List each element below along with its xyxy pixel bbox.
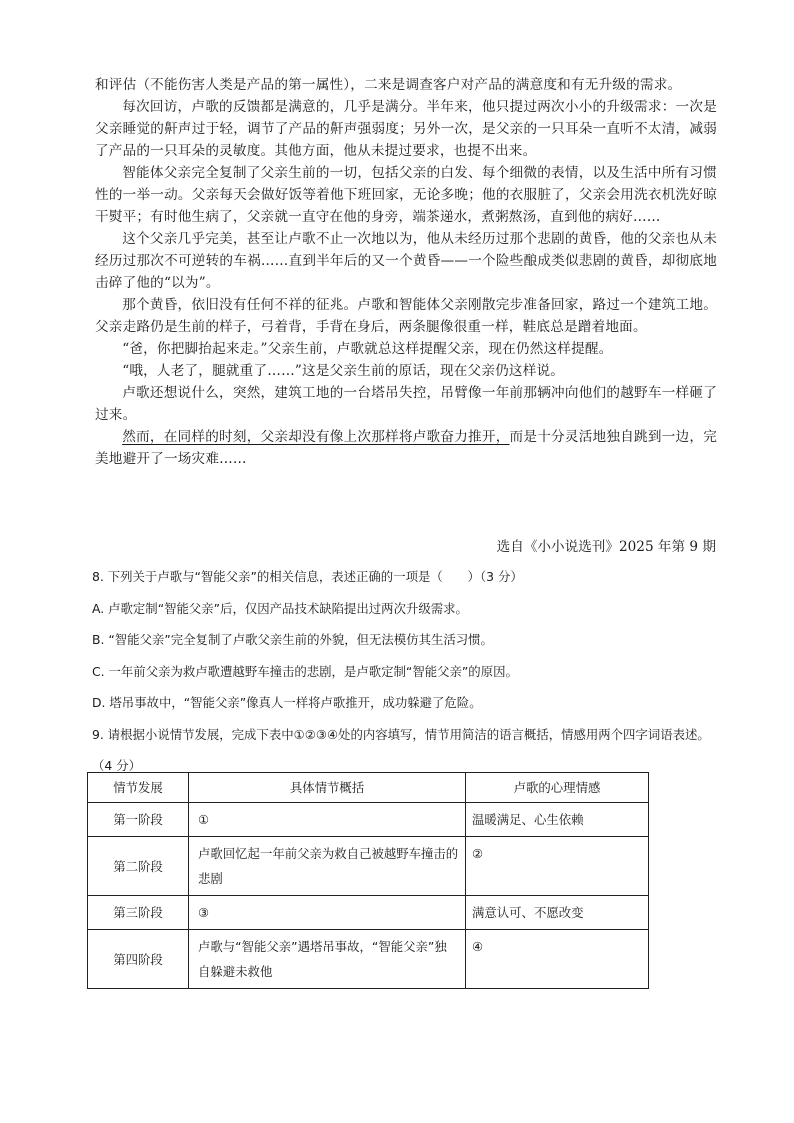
stage-cell: 第一阶段 — [88, 803, 189, 837]
story-final-rest: 而是十分灵活地独自跳到一边，完美地避开了一场灾难…… — [95, 429, 717, 467]
plot-summary-table — [87, 772, 649, 989]
emotion-cell: 满意认可、不愿改变 — [466, 896, 649, 930]
question-8-option-b: B. “智能父亲”完全复制了卢歌父亲生前的外貌，但无法模仿其生活习惯。 — [92, 632, 493, 647]
question-8-option-a: A. 卢歌定制“智能父亲”后，仅因产品技术缺陷提出过两次升级需求。 — [92, 600, 468, 616]
content-cell: ③ — [189, 896, 466, 930]
story-paragraph: 那个黄昏，依旧没有任何不祥的征兆。卢歌和智能体父亲刚散完步准备回家，路过一个建筑工地。父亲走路仍是生前的样子，弓着背，手背在身后，两条腿像很重一样，鞋底总是蹭着地面。 — [95, 297, 717, 335]
underlined-sentence: 然而，在同样的时刻，父亲却没有像上次那样将卢歌奋力推开， — [122, 429, 510, 445]
content-cell: ① — [189, 803, 466, 837]
questions-section — [92, 561, 714, 782]
question-8-option-d: D. 塔吊事故中，“智能父亲”像真人一样将卢歌推开，成功躲避了危险。 — [92, 695, 482, 710]
stage-cell: 第二阶段 — [88, 837, 189, 896]
story-paragraph: “哦，人老了，腿就重了……”这是父亲生前的原话，现在父亲仍这样说。 — [122, 363, 565, 379]
story-paragraph: 智能体父亲完全复制了父亲生前的一切，包括父亲的白发、每个细微的表情，以及生活中所有习惯性的一举一动。父亲每天会做好饭等着他下班回家，无论多晚；他的衣服脏了，父亲会用洗衣机洗好晾干熨平；有时他生病了，父亲就一直守在他的身旁，端茶递水，煮粥熬汤，直到他的病好…… — [95, 165, 717, 225]
story-text — [95, 74, 717, 470]
table-header-row — [88, 773, 649, 803]
question-9: 9. 请根据小说情节发展，完成下表中①②③④处的内容填写，情节用简洁的语言概括，情感用两个四字词语表述。（4 分） — [92, 726, 710, 773]
table-header-stage: 情节发展 — [88, 773, 189, 803]
story-paragraph: 卢歌还想说什么，突然，建筑工地的一台塔吊失控，吊臂像一年前那辆冲向他们的越野车一样砸了过来。 — [95, 385, 717, 423]
question-8: 8. 下列关于卢歌与“智能父亲”的相关信息，表述正确的一项是（ ）（3 分） — [92, 569, 523, 584]
emotion-cell: ② — [466, 837, 649, 896]
story-paragraph: “爸，你把脚抬起来走。”父亲生前，卢歌就总这样提醒父亲，现在仍然这样提醒。 — [122, 341, 613, 357]
story-final-paragraph — [95, 426, 717, 470]
table-row — [88, 896, 649, 930]
content-cell: 卢歌与“智能父亲”遇塔吊事故，“智能父亲”独自躲避未救他 — [189, 930, 466, 989]
stage-cell: 第四阶段 — [88, 930, 189, 989]
emotion-cell: ④ — [466, 930, 649, 989]
table-header-emotion: 卢歌的心理情感 — [466, 773, 649, 803]
story-paragraph: 每次回访，卢歌的反馈都是满意的，几乎是满分。半年来，他只提过两次小小的升级需求：一次是父亲睡觉的鼾声过于轻，调节了产品的鼾声强弱度；另外一次，是父亲的一只耳朵一直听不太清，减弱了产品的一只耳朵的灵敏度。其他方面，他从未提过要求，也提不出来。 — [95, 99, 717, 159]
question-8-option-c: C. 一年前父亲为救卢歌遭越野车撞击的悲剧，是卢歌定制“智能父亲”的原因。 — [92, 663, 518, 679]
table-row — [88, 837, 649, 896]
story-paragraph: 和评估（不能伤害人类是产品的第一属性），二来是调查客户对产品的满意度和有无升级的需求。 — [95, 77, 682, 93]
table-row — [88, 803, 649, 837]
stage-cell: 第三阶段 — [88, 896, 189, 930]
table-header-content: 具体情节概括 — [189, 773, 466, 803]
content-cell: 卢歌回忆起一年前父亲为救自己被越野车撞击的悲剧 — [189, 837, 466, 896]
source-citation: 选自《小小说选刊》2025 年第 9 期 — [496, 539, 716, 555]
table-row — [88, 930, 649, 989]
emotion-cell: 温暖满足、心生依赖 — [466, 803, 649, 837]
story-paragraph: 这个父亲几乎完美，甚至让卢歌不止一次地以为，他从未经历过那个悲剧的黄昏，他的父亲也从未经历过那次不可逆转的车祸……直到半年后的又一个黄昏——一个险些酿成类似悲剧的黄昏，却彻底地击碎了他的“以为”。 — [95, 231, 717, 291]
